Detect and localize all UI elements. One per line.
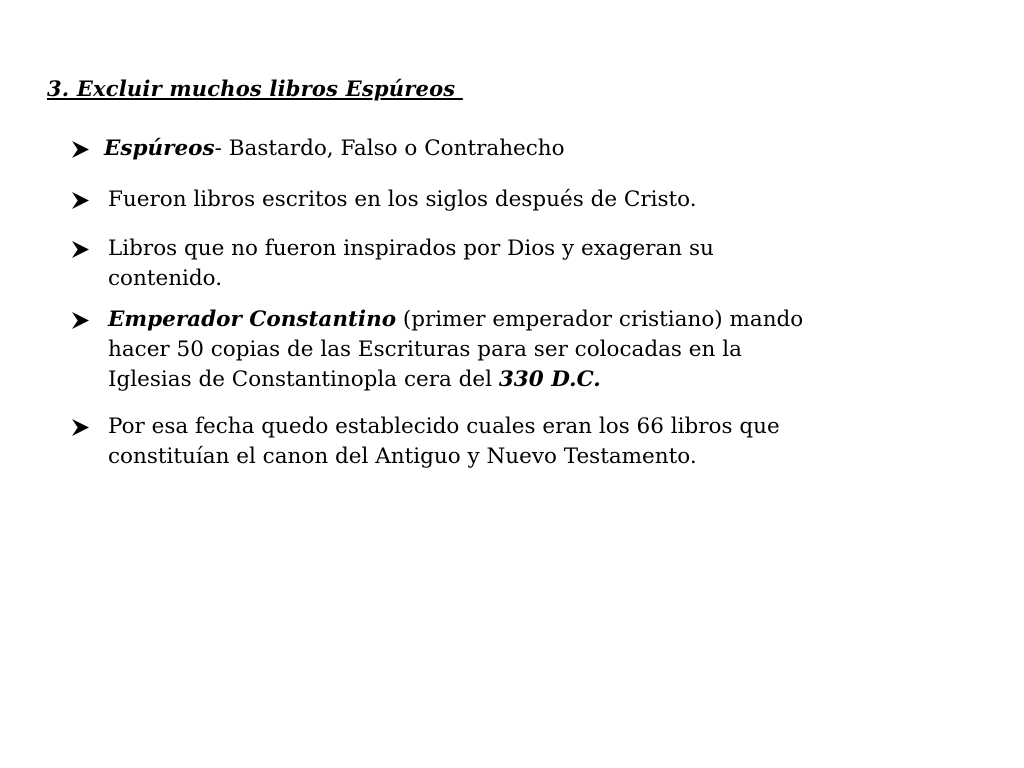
bullet-text-line: constituían el canon del Antiguo y Nuevo Testamento.: [108, 444, 697, 469]
bullet-list: [72, 134, 932, 492]
bullet-text-line: Libros que no fueron inspirados por Dios y exageran su: [108, 236, 714, 261]
slide-heading: 3. Excluir muchos libros Espúreos: [47, 76, 463, 101]
bullet-item-canon: [72, 412, 932, 472]
arrowhead-bullet-icon: [72, 312, 89, 329]
bullet-text-line: (primer emperador cristiano) mando: [396, 307, 804, 332]
definition-espureos: - Bastardo, Falso o Contrahecho: [214, 136, 565, 161]
bullet-text-line: contenido.: [108, 266, 223, 291]
arrowhead-bullet-icon: [72, 141, 89, 158]
arrowhead-bullet-icon: [72, 241, 89, 258]
bullet-item-not-inspired: [72, 234, 932, 294]
term-constantine: Emperador Constantino: [108, 307, 397, 332]
bullet-item-constantine: [72, 305, 932, 395]
bullet-item-written-after-christ: [72, 185, 932, 215]
arrowhead-bullet-icon: [72, 192, 89, 209]
bullet-item-espureos: [72, 134, 932, 164]
bullet-text: Fueron libros escritos en los siglos después de Cristo.: [108, 187, 697, 212]
bullet-text-line: Iglesias de Constantinopla cera del: [108, 367, 499, 392]
arrowhead-bullet-icon: [72, 419, 89, 436]
bullet-text-line: Por esa fecha quedo establecido cuales eran los 66 libros que: [108, 414, 780, 439]
term-espureos: Espúreos: [104, 136, 215, 161]
date-330: 330 D.C.: [498, 367, 601, 392]
bullet-text-line: hacer 50 copias de las Escrituras para ser colocadas en la: [108, 337, 742, 362]
